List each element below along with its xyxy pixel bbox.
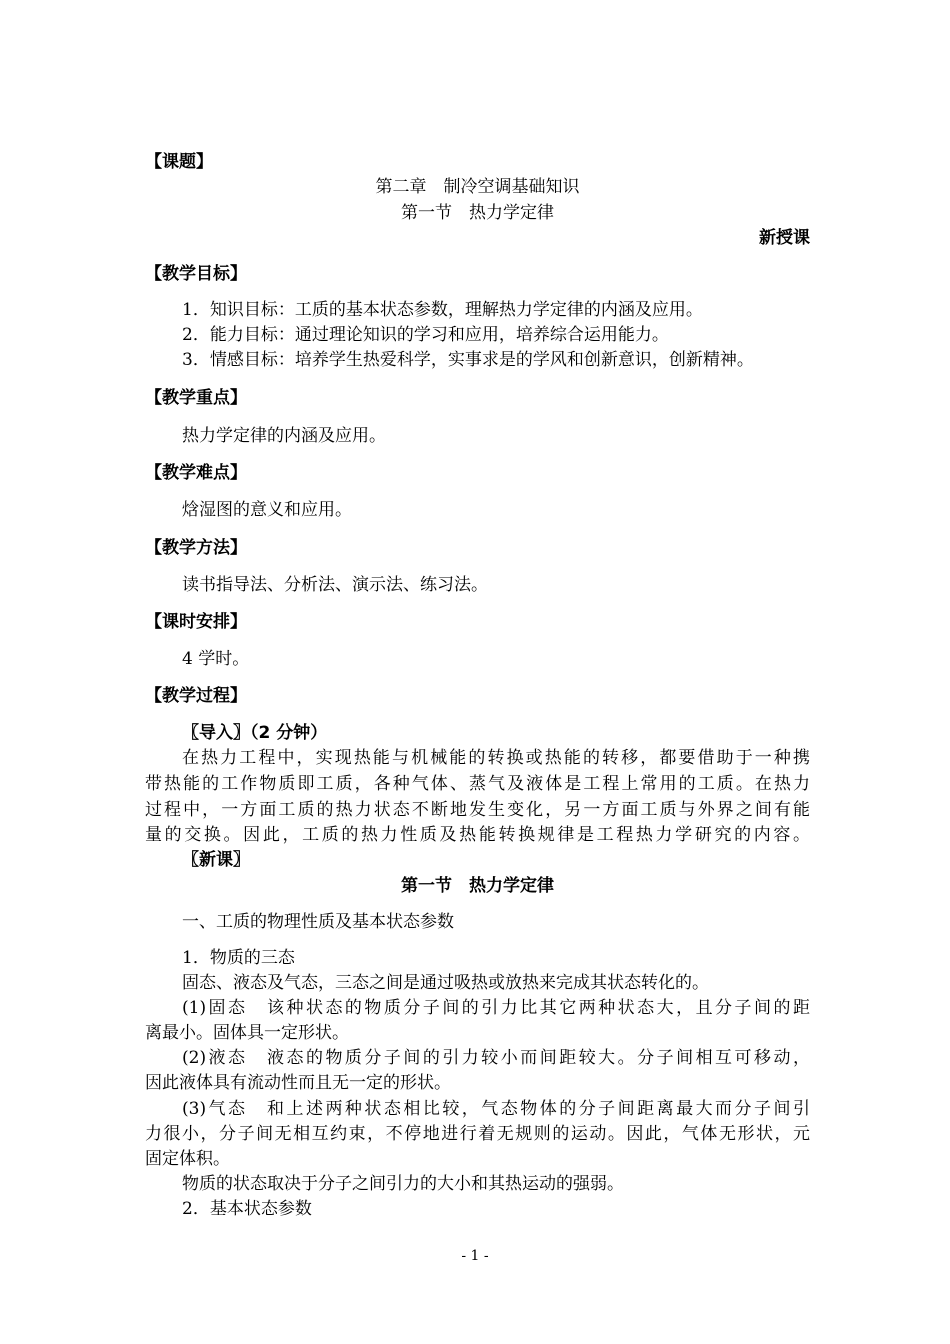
liquid-line: 因此液体具有流动性而且无一定的形状。	[145, 1073, 451, 1093]
intro-paragraph-line: 过程中，一方面工质的热力状态不断地发生变化，另一方面工质与外界之间有能	[145, 800, 810, 820]
page-number: - 1 -	[461, 1248, 489, 1264]
intro-paragraph-line: 量的交换。因此，工质的热力性质及热能转换规律是工程热力学研究的内容。	[145, 825, 810, 845]
section-title: 第一节 热力学定律	[401, 203, 554, 223]
topic-label: 【课题】	[145, 152, 213, 172]
process-label: 【教学过程】	[145, 686, 247, 706]
schedule-label: 【课时安排】	[145, 612, 247, 632]
objectives-label: 【教学目标】	[145, 264, 247, 284]
objective-item: 2．能力目标：通过理论知识的学习和应用，培养综合运用能力。	[182, 325, 669, 345]
gas-line: (3)气态 和上述两种状态相比较，气态物体的分子间距离最大而分子间引	[182, 1099, 810, 1119]
lesson-type: 新授课	[759, 228, 810, 248]
key-points-label: 【教学重点】	[145, 388, 247, 408]
paragraph-line: 物质的状态取决于分子之间引力的大小和其热运动的强弱。	[182, 1174, 624, 1194]
chapter-title: 第二章 制冷空调基础知识	[375, 177, 580, 197]
methods-label: 【教学方法】	[145, 538, 247, 558]
objective-item: 1．知识目标：工质的基本状态参数，理解热力学定律的内涵及应用。	[182, 300, 703, 320]
liquid-line: (2)液态 液态的物质分子间的引力较小而间距较大。分子间相互可移动，	[182, 1048, 810, 1068]
intro-paragraph-line: 在热力工程中，实现热能与机械能的转换或热能的转移，都要借助于一种携	[182, 748, 810, 768]
paragraph-line: 固态、液态及气态，三态之间是通过吸热或放热来完成其状态转化的。	[182, 973, 709, 993]
intro-label: 〖导入〗（2 分钟）	[182, 723, 328, 743]
new-lesson-label: 〖新课〗	[182, 850, 250, 870]
section-heading: 第一节 热力学定律	[401, 876, 554, 896]
schedule-text: 4 学时。	[182, 649, 250, 669]
objective-item: 3．情感目标：培养学生热爱科学，实事求是的学风和创新意识，创新精神。	[182, 350, 754, 370]
difficulties-text: 焓湿图的意义和应用。	[182, 500, 352, 520]
solid-line: (1)固态 该种状态的物质分子间的引力比其它两种状态大，且分子间的距	[182, 998, 810, 1018]
subsection-heading: 一、工质的物理性质及基本状态参数	[182, 912, 454, 932]
item-heading: 2．基本状态参数	[182, 1199, 312, 1219]
gas-line: 固定体积。	[145, 1149, 230, 1169]
difficulties-label: 【教学难点】	[145, 463, 247, 483]
solid-line: 离最小。固体具一定形状。	[145, 1023, 349, 1043]
key-points-text: 热力学定律的内涵及应用。	[182, 426, 386, 446]
gas-line: 力很小，分子间无相互约束，不停地进行着无规则的运动。因此，气体无形状，元	[145, 1124, 810, 1144]
methods-text: 读书指导法、分析法、演示法、练习法。	[182, 575, 488, 595]
intro-paragraph-line: 带热能的工作物质即工质，各种气体、蒸气及液体是工程上常用的工质。在热力	[145, 774, 810, 794]
item-heading: 1．物质的三态	[182, 948, 295, 968]
